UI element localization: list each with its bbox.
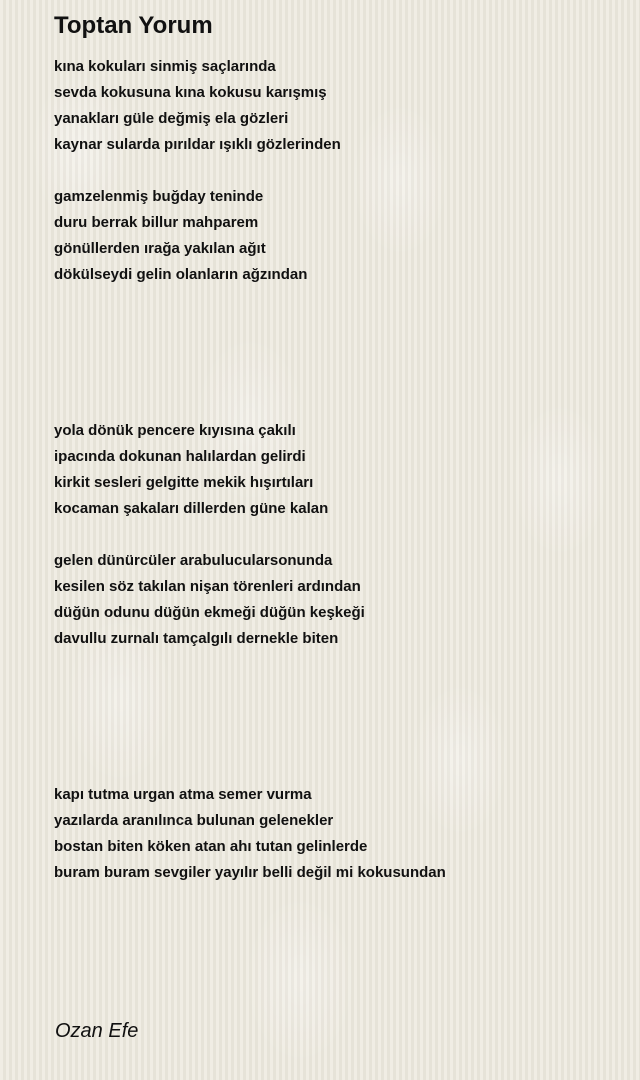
poem-line: dökülseydi gelin olanların ağzından: [54, 266, 308, 283]
poem-line: kirkit sesleri gelgitte mekik hışırtıları: [54, 474, 314, 491]
poem-line: gönüllerden ırağa yakılan ağıt: [54, 240, 266, 257]
stanza-5: [54, 782, 624, 886]
stanza-3: [54, 418, 624, 522]
poem-title: Toptan Yorum: [54, 12, 213, 39]
poem-line: buram buram sevgiler yayılır belli değil mi kokusundan: [54, 864, 446, 881]
stanza-gap: [54, 522, 624, 548]
poem-line: kesilen söz takılan nişan törenleri ardından: [54, 578, 361, 595]
stanza-4: [54, 548, 624, 652]
poem-line: yazılarda aranılınca bulunan gelenekler: [54, 812, 334, 829]
poem-container: [54, 10, 624, 886]
poem-line: gelen dünürcüler arabulucularsonunda: [54, 552, 333, 569]
poem-line: kapı tutma urgan atma semer vurma: [54, 786, 312, 803]
poem-author: Ozan Efe: [55, 1020, 139, 1042]
poem-line: yola dönük pencere kıyısına çakılı: [54, 422, 296, 439]
stanza-1: [54, 54, 624, 158]
stanza-gap: [54, 158, 624, 184]
poem-line: gamzelenmiş buğday teninde: [54, 188, 264, 205]
poem-line: kına kokuları sinmiş saçlarında: [54, 58, 276, 75]
poem-line: yanakları güle değmiş ela gözleri: [54, 110, 289, 127]
poem-line: kocaman şakaları dillerden güne kalan: [54, 500, 329, 517]
poem-line: ipacında dokunan halılardan gelirdi: [54, 448, 306, 465]
poem-line: sevda kokusuna kına kokusu karışmış: [54, 84, 327, 101]
poem-line: duru berrak billur mahparem: [54, 214, 259, 231]
poem-line: kaynar sularda pırıldar ışıklı gözlerinden: [54, 136, 341, 153]
stanza-2: [54, 184, 624, 288]
poem-line: davullu zurnalı tamçalgılı dernekle biten: [54, 630, 339, 647]
section-gap: [54, 652, 624, 782]
section-gap: [54, 288, 624, 418]
poem-line: düğün odunu düğün ekmeği düğün keşkeği: [54, 604, 365, 621]
poem-line: bostan biten köken atan ahı tutan gelinlerde: [54, 838, 368, 855]
